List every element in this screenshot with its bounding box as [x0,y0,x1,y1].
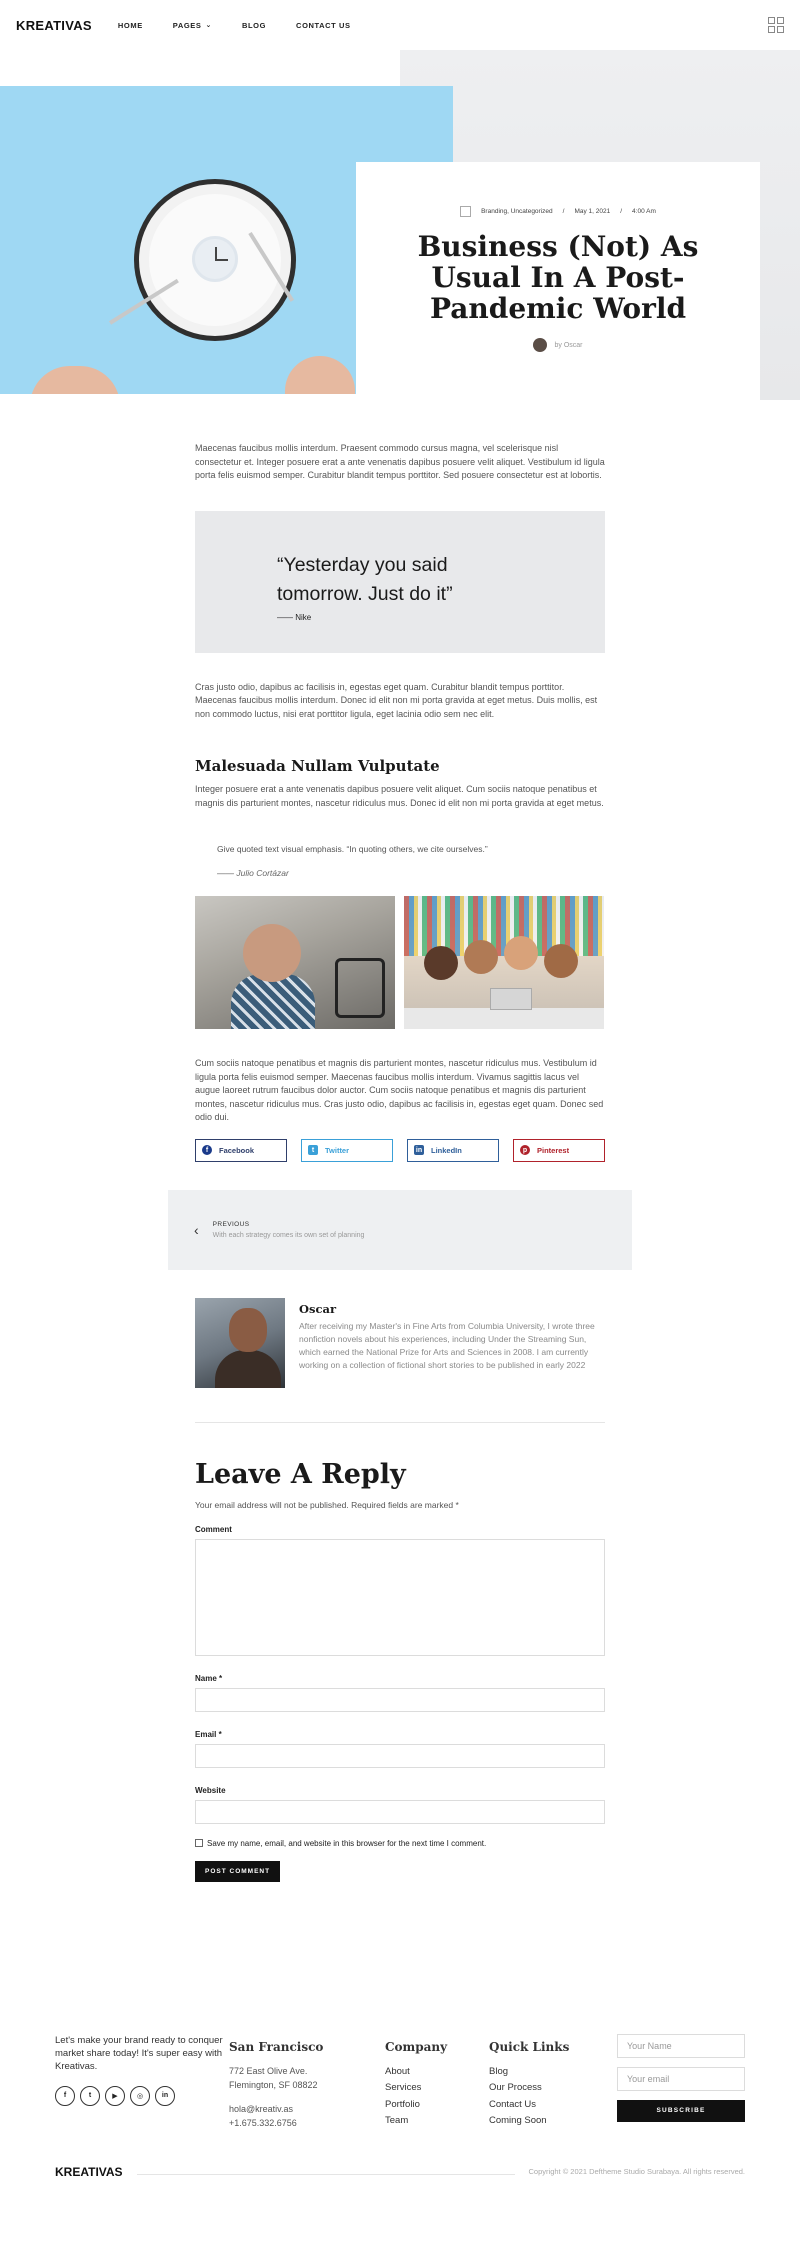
author-name[interactable]: Oscar [299,1301,337,1316]
footer-link-portfolio[interactable]: Portfolio [385,2098,420,2110]
nav-contact[interactable] [296,21,351,30]
post-author-name[interactable]: by Oscar [554,341,583,349]
save-info-label: Save my name, email, and website in this browser for the next time I comment. [207,1838,487,1848]
facebook-icon[interactable]: f [55,2086,75,2106]
author-avatar [533,338,547,352]
author-box [195,1298,605,1423]
gallery-image-face [243,924,301,982]
linkedin-icon[interactable]: in [155,2086,175,2106]
blockquote-text: Give quoted text visual emphasis. “In quoting others, we cite ourselves.” [217,844,488,854]
footer-company-title: Company [385,2039,448,2054]
author-photo-head [229,1308,267,1352]
footer-link-process[interactable]: Our Process [489,2082,542,2093]
main-nav [118,21,351,30]
meta-separator: / [620,208,623,215]
footer-address [229,2064,385,2092]
name-input[interactable] [195,1688,605,1712]
pull-quote-author: —— Nike [277,612,312,622]
footer-link-blog[interactable]: Blog [489,2065,509,2077]
share-facebook-label: Facebook [219,1145,255,1155]
post-meta [356,206,760,217]
newsletter-email-input[interactable]: Your email [617,2067,745,2091]
share-twitter-label: Twitter [325,1145,350,1155]
gallery-image-kids-library [404,896,604,1029]
blockquote [195,844,605,878]
footer-link-services[interactable]: Services [385,2082,422,2093]
subscribe-button[interactable]: SUBSCRIBE [617,2100,745,2122]
meta-separator: / [562,208,565,215]
footer-link-contact[interactable]: Contact Us [489,2098,536,2110]
youtube-icon[interactable]: ▶ [105,2086,125,2106]
footer-brand-column [55,2034,229,2130]
site-footer [0,2034,800,2130]
email-label: Email * [195,1729,222,1739]
footer-tagline: Let's make your brand ready to conquer market share today! It's super easy with Kreativas. [55,2034,223,2072]
footer-company-links [385,2064,489,2130]
footer-social-links [55,2086,229,2106]
chevron-left-icon: ‹ [194,1221,199,1238]
footer-office-column [229,2034,385,2130]
footer-address-line: Flemington, SF 08822 [229,2079,318,2090]
article-paragraph: Cum sociis natoque penatibus et magnis dis parturient montes, nascetur ridiculus mus. Vestibulum id ligula porta felis euismod semper. Maecenas faucibus mollis interdum. Vivamus sagittis lacus vel augue laoreet rutrum faucibus dolor auctor. Cum sociis natoque penatibus et magnis dis parturient montes, nascetur ridiculus mus. Cras justo odio, dapibus ac facilisis in, egestas eget quam. Donec sed odio dui. [195,1058,604,1122]
linkedin-icon: in [415,1146,423,1154]
site-logo[interactable]: KREATIVAS [16,17,92,33]
footer-phone[interactable]: +1.675.332.6756 [229,2117,297,2128]
blockquote-author: —— Julio Cortázar [217,868,289,878]
twitter-icon: t [308,1145,318,1155]
comment-form [195,1459,605,1882]
post-categories[interactable]: Branding, Uncategorized [481,208,553,215]
previous-post-link[interactable] [168,1190,632,1270]
footer-link-coming-soon[interactable]: Coming Soon [489,2115,547,2126]
footer-logo[interactable]: KREATIVAS [55,2164,123,2179]
footer-bottom-bar [0,2165,800,2179]
article-paragraph: Maecenas faucibus mollis interdum. Praesent commodo cursus magna, vel scelerisque nisl consectetur et. Integer posuere erat a ante venenatis dapibus posuere velit aliquet. Vestibulum id ligula porta felis euismod semper. Curabitur blandit tempus porttitor. Sed posuere consectetur est at lobortis. [195,443,605,480]
twitter-icon[interactable]: t [80,2086,100,2106]
previous-post-title: With each strategy comes its own set of planning [212,1231,365,1239]
post-header-card [356,162,760,400]
footer-email[interactable]: hola@kreativ.as [229,2103,293,2114]
post-date: May 1, 2021 [574,208,611,215]
comment-label: Comment [195,1524,232,1534]
page-bottom-spacer [0,2179,800,2223]
chevron-down-icon: ⌄ [205,22,212,29]
gallery-image-man-cafe [195,896,395,1029]
share-facebook-button[interactable] [195,1139,287,1162]
share-pinterest-button[interactable] [513,1139,605,1162]
nav-home[interactable] [118,21,143,30]
gallery-image-kid [424,946,458,980]
hero-image-hand-right [285,356,355,394]
footer-office-title: San Francisco [229,2039,324,2054]
gallery-image-kid [544,944,578,978]
footer-newsletter-column [617,2034,745,2130]
previous-post-text [213,1221,365,1239]
author-info [299,1298,605,1388]
nav-pages[interactable] [173,21,212,30]
comment-textarea[interactable] [195,1539,605,1656]
author-bio: After receiving my Master's in Fine Arts from Columbia University, I wrote three nonfiction novels about his experiences, including Under the Streaming Sun, which earned the National Prize for Arts and Sciences in 2008. I am currently working on a collection of fictional short stories to be published in early 2022 [299,1320,595,1370]
article-body [195,442,605,1162]
instagram-icon[interactable]: ◎ [130,2086,150,2106]
nav-home-label: HOME [117,20,143,30]
gallery-image-shirt [231,974,315,1029]
nav-blog-label: BLOG [241,20,267,30]
gallery-image-kid [504,936,538,970]
article-paragraph: Integer posuere erat a ante venenatis dapibus posuere velit aliquet. Cum sociis natoque penatibus et magnis dis parturient montes, nascetur ridiculus mus. Donec id elit non mi porta gravida at eget metus. [195,784,604,808]
hero-image-clock [192,236,238,282]
website-input[interactable] [195,1800,605,1824]
footer-company-column [385,2034,489,2130]
footer-divider [137,2174,515,2175]
gallery-image-table [404,1008,604,1029]
post-author [356,338,760,352]
share-buttons [195,1139,605,1162]
post-title: Business (Not) As Usual In A Post-Pandemic World [417,230,699,325]
pinterest-icon: p [520,1145,530,1155]
footer-address-line: 772 East Olive Ave. [229,2065,308,2076]
footer-quick-links [489,2064,617,2130]
image-gallery [195,896,605,1029]
hero-section [0,50,800,400]
gallery-image-kid [464,940,498,974]
website-label: Website [195,1785,226,1795]
article-heading: Malesuada Nullam Vulputate [195,757,440,775]
nav-pages-label: PAGES [172,20,202,30]
name-label: Name * [195,1673,223,1683]
post-time: 4:00 Am [632,208,656,215]
share-twitter-button[interactable] [301,1139,393,1162]
post-comment-button[interactable]: POST COMMENT [195,1861,280,1882]
pull-quote-text: “Yesterday you said tomorrow. Just do it” [277,553,453,605]
footer-contact [229,2102,385,2130]
footer-copyright: Copyright © 2021 Deftheme Studio Surabaya. All rights reserved. [528,2167,745,2176]
facebook-icon: f [202,1145,212,1155]
nav-contact-label: CONTACT US [296,20,351,30]
newsletter-name-input[interactable]: Your Name [617,2034,745,2058]
save-info-row [195,1839,605,1848]
grid-menu-icon[interactable] [768,17,784,33]
footer-link-about[interactable]: About [385,2065,410,2077]
author-photo-body [215,1350,281,1388]
reply-title: Leave A Reply [195,1458,406,1490]
save-info-checkbox[interactable] [195,1839,203,1847]
footer-quick-title: Quick Links [489,2039,570,2054]
author-photo [195,1298,285,1388]
previous-post-label: PREVIOUS [212,1220,250,1228]
footer-quick-links-column [489,2034,617,2130]
pull-quote [195,511,605,653]
share-linkedin-button[interactable] [407,1139,499,1162]
site-header [0,0,800,50]
reply-note: Your email address will not be published. Required fields are marked * [195,1499,459,1510]
article-paragraph: Cras justo odio, dapibus ac facilisis in, egestas eget quam. Curabitur blandit tempus porttitor. Maecenas faucibus mollis interdum. Donec id elit non mi porta gravida at eget metus. Duis mollis, est non commodo luctus, nisi erat porttitor ligula, eget lacinia odio sem nec elit. [195,681,598,719]
gallery-image-laptop [490,988,532,1010]
nav-blog[interactable] [242,21,266,30]
footer-link-team[interactable]: Team [385,2115,409,2126]
gallery-image-chair [335,958,385,1018]
category-icon [460,206,471,217]
share-linkedin-label: LinkedIn [431,1145,462,1155]
share-pinterest-label: Pinterest [537,1145,570,1155]
hero-image-hand-left [30,366,120,394]
email-input[interactable] [195,1744,605,1768]
